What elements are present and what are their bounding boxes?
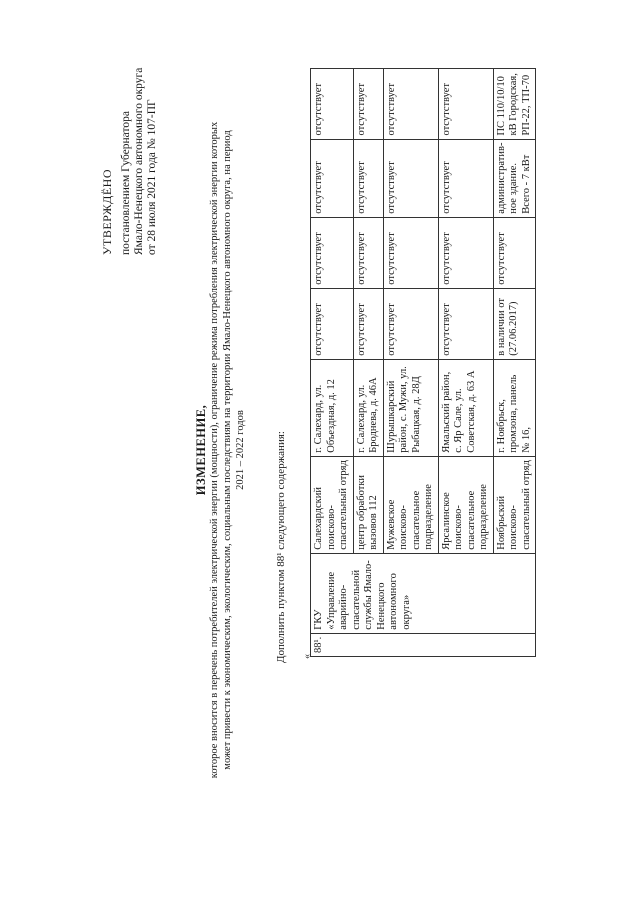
subtitle-line: может привести к экономическим, экологическим, социальным последствиям на территории Ямало-Ненецкого автономного округа, на период: [222, 130, 233, 770]
value-cell: отсутствует: [311, 217, 354, 288]
decree-line: Ямало-Ненецкого автономного округа: [133, 67, 145, 255]
row-number: 88¹.: [311, 633, 536, 656]
approval-stamp: УТВЕРЖДЁНО: [100, 168, 114, 255]
decree-line: от 28 июля 2021 года № 107-ПГ: [146, 99, 158, 255]
address-cell: г. Салехард, ул. Броднева, д. 46А: [353, 359, 383, 456]
value-cell: отсутствует: [353, 288, 383, 359]
value-cell: отсутствует: [438, 139, 493, 217]
value-cell: административ-ное здание. Всего - 7 кВт: [493, 139, 536, 217]
value-cell: отсутствует: [493, 217, 536, 288]
value-cell: отсутствует: [353, 139, 383, 217]
value-cell: ПС 110/10/10 кВ Городская, РП-22, ТП-70: [493, 68, 536, 139]
value-cell: отсутствует: [383, 68, 438, 139]
unit-cell: Мужевское поисково-спасательное подразделение: [383, 456, 438, 553]
value-cell: отсутствует: [383, 217, 438, 288]
unit-cell: Салехардский поисково-спасательный отряд: [311, 456, 354, 553]
unit-cell: Ярсалинское поисково-спасательное подразделение: [438, 456, 493, 553]
document-title: ИЗМЕНЕНИЕ,: [194, 404, 208, 496]
address-cell: Ямальский район, с. Яр Сале, ул. Советская, д. 63 А: [438, 359, 493, 456]
unit-cell: Ноябрьский поисково-спасательный отряд: [493, 456, 536, 553]
value-cell: отсутствует: [438, 288, 493, 359]
document-subtitle: [208, 35, 247, 865]
address-cell: г. Ноябрьск, промзона, панель № 16,: [493, 359, 536, 456]
value-cell: отсутствует: [438, 68, 493, 139]
value-cell: отсутствует: [383, 288, 438, 359]
value-cell: отсутствует: [353, 217, 383, 288]
value-cell: отсутствует: [311, 288, 354, 359]
value-cell: отсутствует: [311, 68, 354, 139]
address-cell: г. Салехард, ул. Объездная, д. 12: [311, 359, 354, 456]
value-cell: отсутствует: [353, 68, 383, 139]
value-cell: отсутствует: [438, 217, 493, 288]
table-row: [311, 68, 354, 656]
subtitle-line: которое вносится в перечень потребителей электрической энергии (мощности), ограничение режима потребления электрической энергии которых: [209, 121, 220, 779]
intro-paragraph: Дополнить пунктом 88¹ следующего содержания:: [275, 431, 287, 663]
value-cell: в наличии от (27.06.2017): [493, 288, 536, 359]
organization-cell: ГКУ «Управление аварийно-спасательной службы Ямало-Ненецкого автономного округа»: [311, 553, 536, 633]
consumers-table: [310, 68, 536, 657]
decree-reference: [120, 15, 159, 255]
unit-cell: центр обработки вызовов 112: [353, 456, 383, 553]
subtitle-line: 2021 – 2022 годов: [235, 410, 246, 490]
decree-line: постановлением Губернатора: [120, 111, 132, 255]
address-cell: Шурышкарский район, с. Мужи, ул. Рыбацкая, д. 28Д: [383, 359, 438, 456]
value-cell: отсутствует: [383, 139, 438, 217]
value-cell: отсутствует: [311, 139, 354, 217]
opening-quote: «: [302, 654, 313, 659]
